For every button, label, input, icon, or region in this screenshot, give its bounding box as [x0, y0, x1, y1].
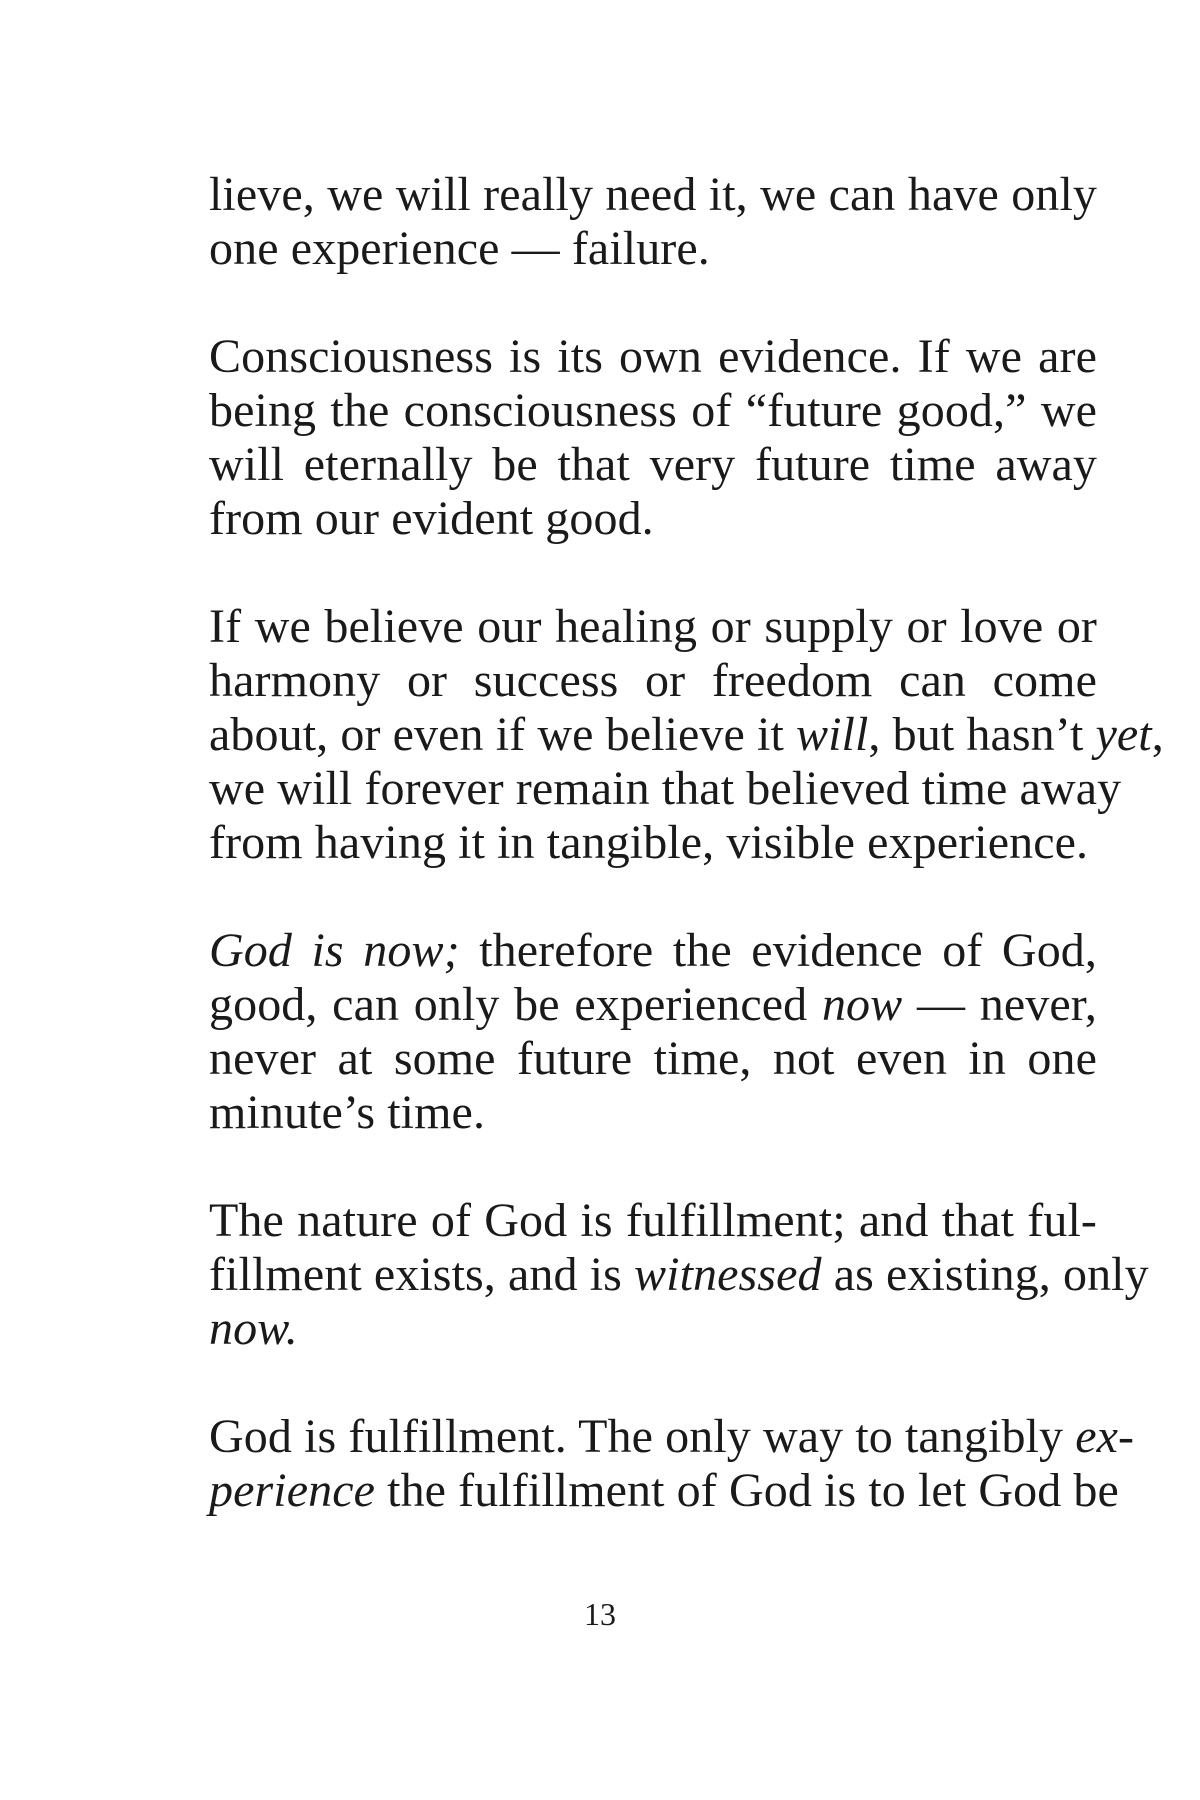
paragraph: [209, 1194, 1149, 1356]
text-run: being the consciousness of “future good,” we: [209, 384, 1097, 437]
italic-text: will: [795, 708, 869, 761]
text-run: fillment exists, and is: [209, 1248, 635, 1301]
text-run: one experience — failure.: [209, 222, 710, 275]
text-line: [209, 708, 1164, 762]
text-line: [209, 1032, 1097, 1086]
text-line: [209, 762, 1122, 816]
text-run: never at some future time, not even in one: [209, 1032, 1097, 1085]
text-line: [209, 168, 1097, 222]
text-line: [209, 492, 1097, 546]
text-line: [209, 330, 1097, 384]
italic-text: God is now;: [209, 924, 460, 977]
text-run: good, can only be experienced: [209, 978, 822, 1031]
text-run: as existing, only: [821, 1248, 1149, 1301]
text-run: minute’s time.: [209, 1086, 486, 1139]
text-line: [209, 978, 1097, 1032]
italic-text: ex-: [1075, 1410, 1135, 1463]
text-line: [209, 1410, 1135, 1464]
text-run: harmony or success or freedom can come: [209, 654, 1097, 707]
italic-text: yet: [1095, 708, 1152, 761]
text-line: [209, 1248, 1149, 1302]
text-line: [209, 438, 1097, 492]
text-run: about, or even if we believe it: [209, 708, 796, 761]
paragraph: [209, 924, 1097, 1140]
text-line: [209, 924, 1097, 978]
paragraph: [209, 600, 1164, 870]
text-line: [209, 816, 1097, 870]
italic-text: now.: [209, 1302, 298, 1355]
text-run: If we believe our healing or supply or love or: [209, 600, 1097, 653]
text-run: ,: [1151, 708, 1164, 761]
paragraph: [209, 330, 1097, 546]
italic-text: witnessed: [634, 1248, 822, 1301]
text-line: [209, 654, 1097, 708]
text-line: [209, 1086, 1097, 1140]
italic-text: perience: [209, 1464, 376, 1517]
text-run: will eternally be that very future time away: [209, 438, 1097, 491]
text-run: from having it in tangible, visible experience.: [209, 816, 1089, 869]
text-run: lieve, we will really need it, we can have only: [209, 168, 1097, 221]
text-run: we will forever remain that believed time away: [209, 762, 1122, 815]
text-run: from our evident good.: [209, 492, 654, 545]
text-line: [209, 1194, 1097, 1248]
text-run: — never,: [902, 978, 1097, 1031]
text-run: the fulfillment of God is to let God be: [375, 1464, 1119, 1517]
text-run: therefore the evidence of God,: [459, 924, 1097, 977]
body-text: [209, 168, 1164, 1518]
page-number: 13: [584, 1596, 616, 1632]
text-line: [209, 600, 1097, 654]
text-run: Consciousness is its own evidence. If we are: [209, 330, 1097, 383]
text-line: [209, 1464, 1119, 1518]
paragraph: [209, 168, 1097, 276]
text-run: , but hasn’t: [868, 708, 1096, 761]
text-line: [209, 222, 1097, 276]
text-run: God is fulfillment. The only way to tangibly: [209, 1410, 1076, 1463]
paragraph: [209, 1410, 1135, 1518]
italic-text: now: [821, 978, 903, 1031]
text-line: [209, 1302, 1097, 1356]
text-line: [209, 384, 1097, 438]
text-run: The nature of God is fulfillment; and that ful-: [209, 1194, 1097, 1247]
